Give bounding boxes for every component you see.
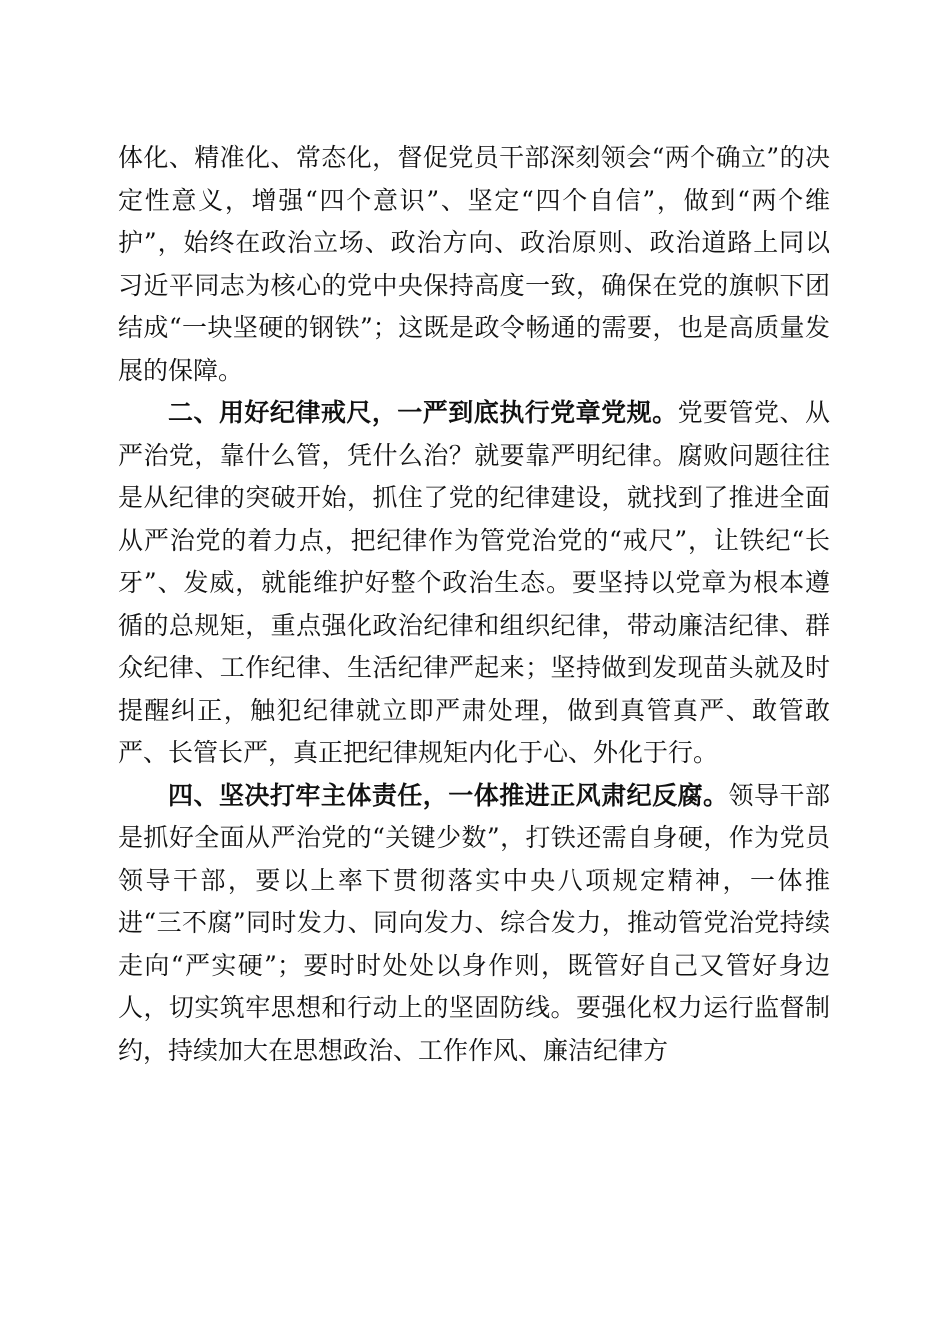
section-heading: 二、用好纪律戒尺，一严到底执行党章党规。: [168, 398, 678, 427]
paragraph-continuation: [118, 137, 830, 392]
paragraph-text: 领导干部是抓好全面从严治党的“关键少数”，打铁还需自身硬，作为党员领导干部，要以上率下贯彻落实中央八项规定精神，一体推进“三不腐”同时发力、同向发力、综合发力，推动管党治党持续走向“严实硬”；要时时处处以身作则，既管好自己又管好身边人，切实筑牢思想和行动上的坚固防线。要强化权力运行监督制约，持续加大在思想政治、工作作风、廉洁纪律方: [118, 780, 830, 1065]
paragraph-text: 体化、精准化、常态化，督促党员干部深刻领会“两个确立”的决定性意义，增强“四个意识”、坚定“四个自信”，做到“两个维护”，始终在政治立场、政治方向、政治原则、政治道路上同以习近平同志为核心的党中央保持高度一致，确保在党的旗帜下团结成“一块坚硬的钢铁”；这既是政令畅通的需要，也是高质量发展的保障。: [118, 143, 830, 385]
paragraph-section-two: [118, 392, 830, 775]
section-heading: 四、坚决打牢主体责任，一体推进正风肃纪反腐。: [168, 780, 729, 810]
paragraph-text: 党要管党、从严治党，靠什么管，凭什么治？就要靠严明纪律。腐败问题往往是从纪律的突破开始，抓住了党的纪律建设，就找到了推进全面从严治党的着力点，把纪律作为管党治党的“戒尺”，让铁纪“长牙”、发威，就能维护好整个政治生态。要坚持以党章为根本遵循的总规矩，重点强化政治纪律和组织纪律，带动廉洁纪律、群众纪律、工作纪律、生活纪律严起来；坚持做到发现苗头就及时提醒纠正，触犯纪律就立即严肃处理，做到真管真严、敢管敢严、长管长严，真正把纪律规矩内化于心、外化于行。: [118, 398, 830, 767]
paragraph-section-four: [118, 775, 830, 1073]
document-body: [118, 137, 830, 1072]
